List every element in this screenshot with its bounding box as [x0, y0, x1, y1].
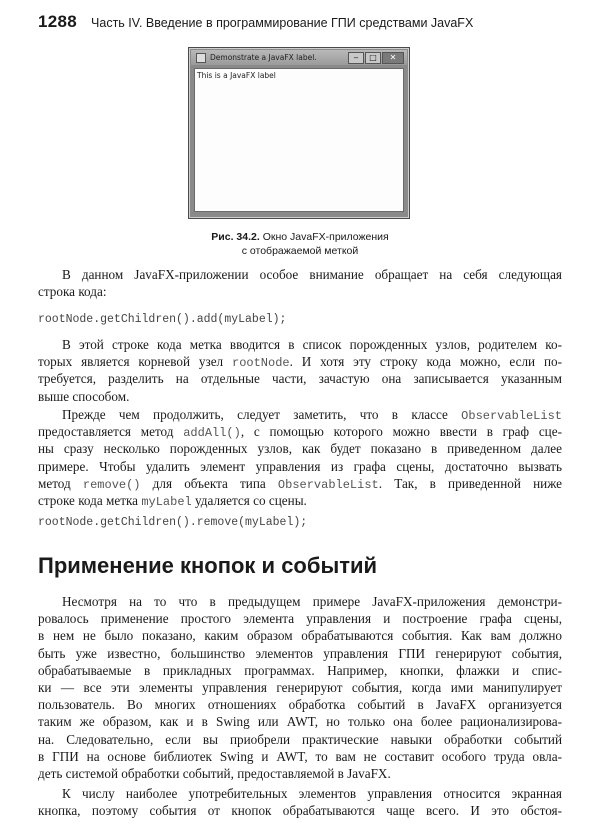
inline-code: remove(): [82, 477, 141, 492]
text-run: для объекта типа: [140, 475, 278, 491]
inline-code: rootNode: [232, 356, 290, 371]
text-line: требуется, разделить на отдельные части, зачастую она записывается указанным: [38, 371, 562, 387]
text-line: ровалось применение простого элемента управления и построение графа сцены,: [38, 611, 562, 627]
text-line: в ГПИ на основе библиотек Swing и AWT, то вам не составит особого труда овла-: [38, 748, 562, 764]
text-line: К числу наиболее употребительных элементов управления относится экранная: [62, 786, 562, 801]
text-line: выше способом.: [38, 388, 130, 404]
section-heading: Применение кнопок и событий: [38, 553, 378, 578]
figure-screenshot: [188, 47, 410, 219]
close-icon: ✕: [382, 52, 404, 64]
caption-line-2: с отображаемой меткой: [241, 245, 359, 257]
inline-code: addAll(): [183, 426, 241, 441]
running-head: Часть IV. Введение в программирование ГПИ средствами JavaFX: [91, 16, 474, 30]
window-title-bar: [191, 50, 407, 65]
text-line: [38, 353, 562, 370]
text-line: деть системой обработки событий, предоставляемой в JavaFX.: [38, 765, 391, 781]
text-run: , с помощью которого можно ввести в граф сце-: [240, 424, 562, 440]
figure-caption: [150, 230, 450, 258]
paragraph-1: [38, 266, 562, 300]
text-line: в нем не было показано, каким образом обрабатываются события. Как вам должно: [38, 628, 562, 644]
text-run: метод: [38, 475, 83, 491]
caption-number: Рис. 34.2.: [211, 231, 260, 243]
text-line: [38, 406, 562, 423]
text-run: . Так, в приведенной ниже: [378, 475, 562, 491]
page-number: 1288: [38, 12, 78, 31]
text-line: В этой строке кода метка вводится в список порожденных узлов, родителем ко-: [62, 337, 562, 352]
text-line: [38, 492, 562, 509]
paragraph-2: [38, 336, 562, 405]
text-run: предоставляется метод: [38, 424, 184, 440]
text-line: обрабатываемые в прикладных программах. Например, кнопки, флажки и спис-: [38, 662, 562, 678]
text-line: на. Следовательно, если вы приобрели практические навыки обработки событий: [38, 731, 562, 747]
text-line: ны сразу несколько порожденных узлов, как будет показано в приведенном далее: [38, 441, 562, 457]
text-run: . И хотя эту строку кода можно, если по-: [289, 354, 562, 370]
text-run: строке кода метка: [38, 492, 142, 508]
text-line: строка кода:: [38, 284, 107, 300]
window-title: Demonstrate a JavaFX label.: [210, 53, 317, 62]
maximize-icon: □: [365, 52, 381, 64]
inline-code: ObservableList: [277, 477, 379, 492]
text-run: Прежде чем продолжить, следует заметить, что в классе: [62, 407, 462, 422]
paragraph-3: [38, 406, 562, 509]
text-line: ки — все эти элементы управления генерируют события, когда ими манипулирует: [38, 679, 562, 695]
text-run: удаляется со сцены.: [191, 492, 307, 508]
text-line: примере. Чтобы удалить элемент управления из графа сцены, достаточно вызвать: [38, 458, 562, 474]
code-line-1: rootNode.getChildren().add(myLabel);: [38, 313, 287, 326]
inline-code: myLabel: [141, 494, 192, 509]
minimize-icon: ‒: [348, 52, 364, 64]
text-line: пользователь. Во многих отношениях обработка событий в JavaFX организуется: [38, 697, 562, 713]
javafx-label: This is a JavaFX label: [197, 71, 276, 80]
window-content: [194, 68, 404, 212]
window-controls: [348, 52, 404, 64]
javafx-window: [188, 47, 410, 219]
text-line: [38, 475, 562, 492]
text-line: [38, 423, 562, 440]
caption-line-1: Окно JavaFX-приложения: [262, 231, 389, 243]
app-icon: [196, 53, 206, 63]
text-line: быть уже известно, большинство элементов управления ГПИ генерируют события,: [38, 645, 562, 661]
text-line: кнопка, поэтому события от кнопок обрабатываются чаще всего. И это обстоя-: [38, 803, 562, 819]
code-line-2: rootNode.getChildren().remove(myLabel);: [38, 516, 308, 529]
text-line: Несмотря на то что в предыдущем примере JavaFX-приложения демонстри-: [62, 594, 562, 609]
text-line: В данном JavaFX-приложении особое внимание обращает на себя следующая: [62, 267, 562, 282]
page-header: [38, 12, 578, 36]
paragraph-5: [38, 785, 562, 819]
paragraph-4: [38, 593, 562, 782]
inline-code: ObservableList: [461, 409, 562, 423]
text-run: торых является корневой узел: [38, 354, 232, 370]
text-line: таким же образом, как и в Swing или AWT, но только она более рационализирова-: [38, 714, 562, 730]
